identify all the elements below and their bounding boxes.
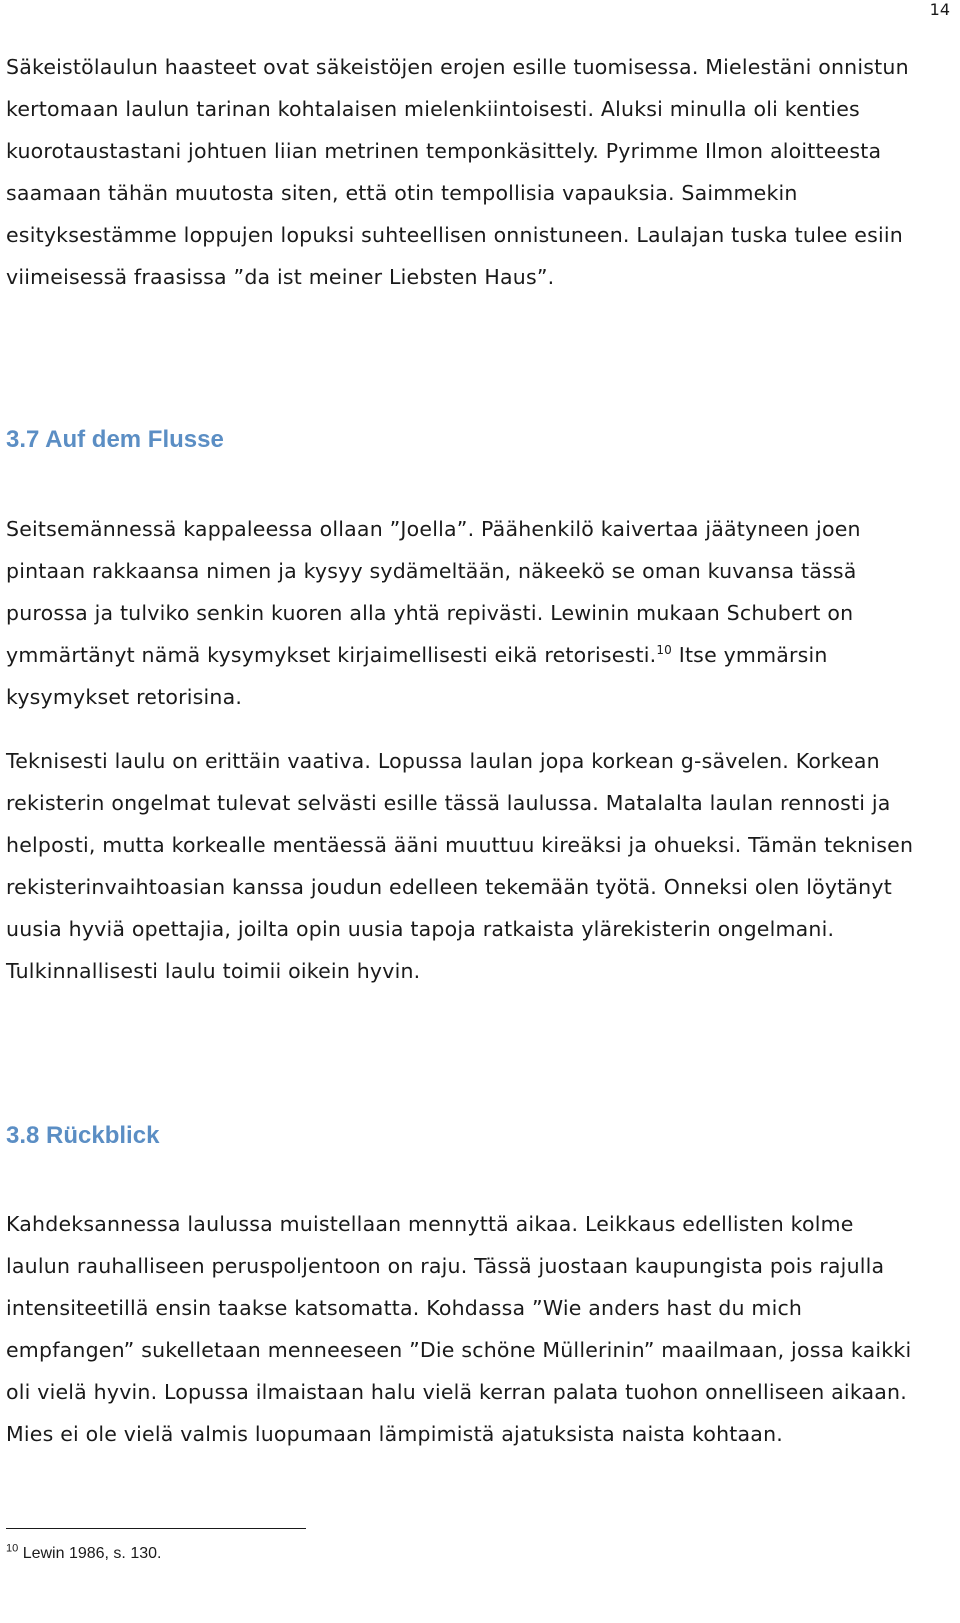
paragraph-kahdeksannessa: Kahdeksannessa laulussa muistellaan mennyttä aikaa. Leikkaus edellisten kolme laulun rauhalliseen peruspoljentoon on raju. Tässä juostaan kaupungista pois rajulla intensiteetillä ensin taakse katsomatta. Kohdassa ”Wie anders hast du mich empfangen” sukelletaan menneeseen ”Die schöne Müllerinin” maailmaan, jossa kaikki oli vielä hyvin. Lopussa ilmaistaan halu vielä kerran palata tuohon onnelliseen aikaan. Mies ei ole vielä valmis luopumaan lämpimistä ajatuksista naista kohtaan. bbox=[6, 1212, 912, 1446]
footnote-reference[interactable]: 10 bbox=[656, 643, 672, 658]
footnote bbox=[6, 1540, 161, 1568]
footnote-divider bbox=[6, 1528, 306, 1529]
footnote-number: 10 bbox=[6, 1542, 19, 1555]
paragraph-joella bbox=[6, 508, 916, 718]
section-heading-ruckblick: 3.8 Rückblick bbox=[6, 1122, 160, 1149]
section-heading-auf-dem-flusse: 3.7 Auf dem Flusse bbox=[6, 426, 224, 453]
paragraph-saikeistolaulu: Säkeistölaulun haasteet ovat säkeistöjen erojen esille tuomisessa. Mielestäni onnistun kertomaan laulun tarinan kohtalaisen mielenkiintoisesti. Aluksi minulla oli kenties kuorotaustastani johtuen liian metrinen temponkäsittely. Pyrimme Ilmon aloitteesta saamaan tähän muutosta siten, että otin tempollisia vapauksia. Saimmekin esityksestämme loppujen lopuksi suhteellisen onnistuneen. Laulajan tuska tulee esiin viimeisessä fraasissa ”da ist meiner Liebsten Haus”. bbox=[6, 55, 909, 289]
paragraph-teknisesti: Teknisesti laulu on erittäin vaativa. Lopussa laulan jopa korkean g-sävelen. Korkean rekisterin ongelmat tulevat selvästi esille tässä laulussa. Matalalta laulan rennosti ja helposti, mutta korkealle mentäessä ääni muuttuu kireäksi ja ohueksi. Tämän teknisen rekisterinvaihtoasian kanssa joudun edelleen tekemään työtä. Onneksi olen löytänyt uusia hyviä opettajia, joilta opin uusia tapoja ratkaista ylärekisterin ongelmani. Tulkinnallisesti laulu toimii oikein hyvin. bbox=[6, 749, 914, 983]
page-number: 14 bbox=[929, 0, 950, 19]
paragraph-joella-text: Seitsemännessä kappaleessa ollaan ”Joella”. Päähenkilö kaivertaa jäätyneen joen pintaan rakkaansa nimen ja kysyy sydämeltään, näkeekö se oman kuvansa tässä purossa ja tulviko senkin kuoren alla yhtä repivästi. Lewinin mukaan Schubert on ymmärtänyt nämä kysymykset kirjaimellisesti eikä retorisesti. bbox=[6, 517, 861, 667]
paragraph-joella-tail: Itse ymmärsin kysymykset retorisina. bbox=[6, 643, 828, 709]
footnote-text: Lewin 1986, s. 130. bbox=[18, 1545, 162, 1562]
